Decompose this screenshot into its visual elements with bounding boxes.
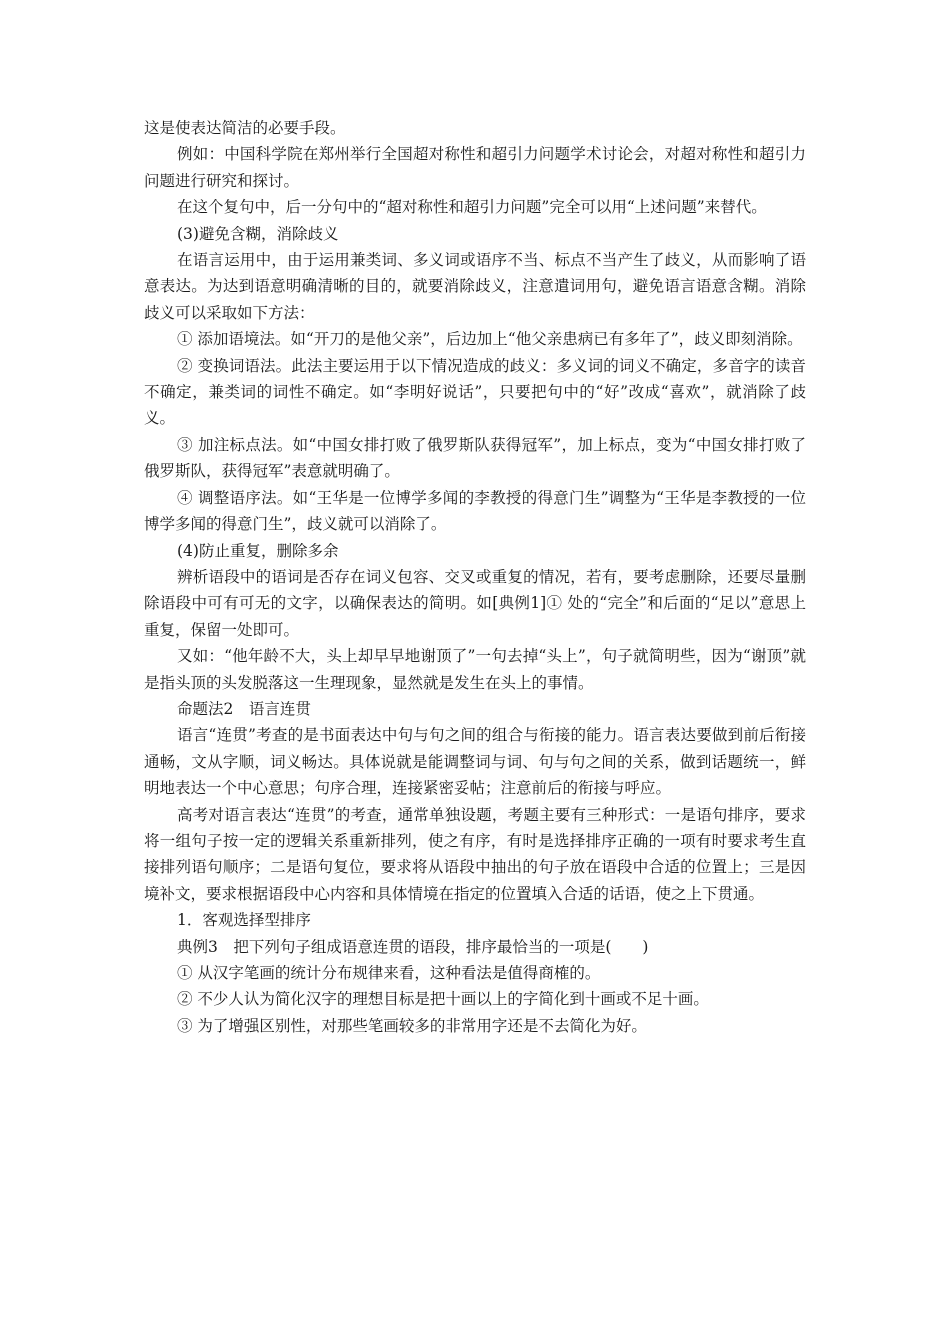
paragraph-3: 在这个复句中，后一分句中的“超对称性和超引力问题”完全可以用“上述问题”来替代。: [177, 198, 767, 217]
sentence-item-1: ① 从汉字笔画的统计分布规律来看，这种看法是值得商榷的。: [177, 964, 601, 982]
paragraph-1: 这是使表达简洁的必要手段。: [144, 119, 346, 137]
paragraph-2: 例如：中国科学院在郑州举行全国超对称性和超引力问题学术讨论会，对超对称性和超引力问题进行研究和探讨。: [144, 145, 806, 190]
method-item-3: ③ 加注标点法。如“中国女排打败了俄罗斯队获得冠军”，加上标点，变为“中国女排打败了俄罗斯队，获得冠军”表意就明确了。: [144, 435, 806, 481]
document-page: [144, 115, 806, 1039]
example-question-3: 典例3 把下列句子组成语意连贯的语段，排序最恰当的一项是( ): [177, 937, 649, 956]
method-item-4: ④ 调整语序法。如“王华是一位博学多闻的李教授的得意门生”调整为“王华是李教授的一位博学多闻的得意门生”，歧义就可以消除了。: [144, 488, 806, 534]
sentence-item-3: ③ 为了增强区别性，对那些笔画较多的非常用字还是不去简化为好。: [177, 1016, 647, 1035]
method-heading-2: 命题法2 语言连贯: [177, 699, 311, 718]
paragraph-7: 语言“连贯”考查的是书面表达中句与句之间的组合与衔接的能力。语言表达要做到前后衔接通畅，文从字顺，词义畅达。具体说就是能调整词与词、句与句之间的关系，做到话题统一，鲜明地表达一个中心意思；句序合理，连接紧密妥帖；注意前后的衔接与呼应。: [144, 726, 806, 798]
paragraph-6: 又如：“他年龄不大，头上却早早地谢顶了”一句去掉“头上”，句子就简明些，因为“谢顶”就是指头顶的头发脱落这一生理现象，显然就是发生在头上的事情。: [144, 647, 806, 692]
section-heading-4: (4)防止重复，删除多余: [177, 541, 339, 560]
method-item-1: ① 添加语境法。如“开刀的是他父亲”，后边加上“他父亲患病已有多年了”，歧义即刻消除。: [177, 330, 803, 349]
paragraph-5: 辨析语段中的语词是否存在词义包容、交叉或重复的情况，若有，要考虑删除，还要尽量删除语段中可有可无的文字，以确保表达的简明。如[典例1]① 处的“完全”和后面的“足以”意思上重复，保留一处即可。: [144, 567, 806, 639]
paragraph-4: 在语言运用中，由于运用兼类词、多义词或语序不当、标点不当产生了歧义，从而影响了语意表达。为达到语意明确清晰的目的，就要消除歧义，注意遣词用句，避免语言语意含糊。消除歧义可以采取如下方法：: [144, 251, 806, 322]
method-item-2: ② 变换词语法。此法主要运用于以下情况造成的歧义：多义词的词义不确定，多音字的读音不确定，兼类词的词性不确定。如“李明好说话”，只要把句中的“好”改成“喜欢”，就消除了歧义。: [144, 356, 806, 428]
sentence-item-2: ② 不少人认为简化汉字的理想目标是把十画以上的字简化到十画或不足十画。: [177, 990, 709, 1009]
paragraph-8: 高考对语言表达“连贯”的考查，通常单独设题，考题主要有三种形式：一是语句排序，要求将一组句子按一定的逻辑关系重新排列，使之有序，有时是选择排序正确的一项有时要求考生直接排列语句顺序；二是语句复位，要求将从语段中抽出的句子放在语段中合适的位置上；三是因境补文，要求根据语段中心内容和具体情境在指定的位置填入合适的话语，使之上下贯通。: [144, 805, 806, 903]
section-heading-3: (3)避免含糊，消除歧义: [177, 224, 339, 243]
subsection-heading-1: 1．客观选择型排序: [177, 911, 311, 930]
